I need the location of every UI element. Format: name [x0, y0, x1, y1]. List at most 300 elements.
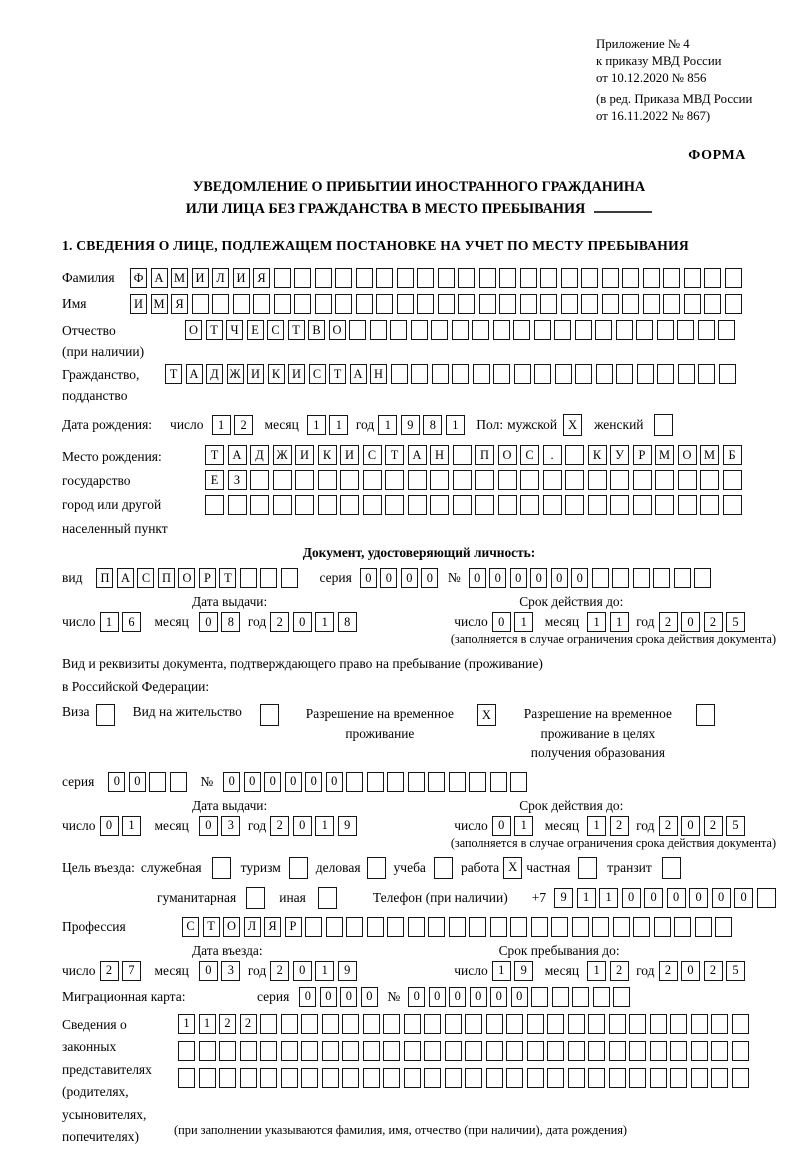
- birth-place-char-cell[interactable]: [655, 470, 674, 490]
- representatives-char-cell[interactable]: [465, 1014, 482, 1034]
- birth-place-char-cell[interactable]: Т: [385, 445, 404, 465]
- given-name-char-cell[interactable]: [643, 294, 660, 314]
- surname-char-cell[interactable]: [581, 268, 598, 288]
- residence-series-cell[interactable]: 0: [129, 772, 146, 792]
- given-name-char-cell[interactable]: [561, 294, 578, 314]
- birth-place-char-cell[interactable]: [543, 495, 562, 515]
- phone-digit-cell[interactable]: 0: [622, 888, 641, 908]
- surname-char-cell[interactable]: [294, 268, 311, 288]
- patronymic-char-cell[interactable]: [595, 320, 612, 340]
- profession-char-cell[interactable]: [633, 917, 650, 937]
- residence-number-cell[interactable]: [387, 772, 404, 792]
- patronymic-char-cell[interactable]: В: [308, 320, 325, 340]
- migration-series-cell[interactable]: 0: [340, 987, 357, 1007]
- doc-number-cell[interactable]: 0: [510, 568, 527, 588]
- doc-kind-char-cell[interactable]: С: [137, 568, 154, 588]
- surname-char-cell[interactable]: [335, 268, 352, 288]
- residence-number-cell[interactable]: 0: [305, 772, 322, 792]
- stay-year-cell[interactable]: 2: [659, 961, 678, 981]
- birth-place-char-cell[interactable]: У: [610, 445, 629, 465]
- birth-place-char-cell[interactable]: Б: [723, 445, 742, 465]
- patronymic-char-cell[interactable]: [431, 320, 448, 340]
- birth-place-char-cell[interactable]: [318, 495, 337, 515]
- representatives-char-cell[interactable]: [404, 1014, 421, 1034]
- doc-issue-month-cell[interactable]: 8: [221, 612, 240, 632]
- birth-place-char-cell[interactable]: К: [318, 445, 337, 465]
- representatives-char-cell[interactable]: [670, 1068, 687, 1088]
- birth-place-char-cell[interactable]: [273, 495, 292, 515]
- migration-series-cell[interactable]: 0: [299, 987, 316, 1007]
- representatives-char-cell[interactable]: [670, 1041, 687, 1061]
- birth-place-char-cell[interactable]: А: [228, 445, 247, 465]
- residence-issue-month-cell[interactable]: 0: [199, 816, 218, 836]
- representatives-char-cell[interactable]: [588, 1068, 605, 1088]
- birth-place-char-cell[interactable]: М: [700, 445, 719, 465]
- stay-year-cell[interactable]: 2: [704, 961, 723, 981]
- phone-digit-cell[interactable]: 0: [667, 888, 686, 908]
- patronymic-char-cell[interactable]: [698, 320, 715, 340]
- representatives-char-cell[interactable]: [547, 1068, 564, 1088]
- residence-series-cell[interactable]: 0: [108, 772, 125, 792]
- birth-place-char-cell[interactable]: [700, 470, 719, 490]
- surname-char-cell[interactable]: Л: [212, 268, 229, 288]
- birth-month-cell[interactable]: 1: [307, 415, 326, 435]
- surname-char-cell[interactable]: [725, 268, 742, 288]
- birth-place-char-cell[interactable]: Ж: [273, 445, 292, 465]
- representatives-char-cell[interactable]: [301, 1014, 318, 1034]
- migration-number-cell[interactable]: [572, 987, 589, 1007]
- doc-series-cell[interactable]: 0: [360, 568, 377, 588]
- stay-day-cell[interactable]: 1: [492, 961, 511, 981]
- visa-checkbox-cell[interactable]: [96, 704, 115, 726]
- profession-char-cell[interactable]: [346, 917, 363, 937]
- migration-number-cell[interactable]: [531, 987, 548, 1007]
- citizenship-char-cell[interactable]: И: [288, 364, 305, 384]
- doc-series-cell[interactable]: 0: [380, 568, 397, 588]
- residence-valid-month-cell[interactable]: 2: [610, 816, 629, 836]
- representatives-char-cell[interactable]: [650, 1068, 667, 1088]
- given-name-char-cell[interactable]: [602, 294, 619, 314]
- doc-valid-month-cell[interactable]: 1: [587, 612, 606, 632]
- surname-char-cell[interactable]: [315, 268, 332, 288]
- surname-char-cell[interactable]: [561, 268, 578, 288]
- birth-place-char-cell[interactable]: [498, 470, 517, 490]
- representatives-char-cell[interactable]: [732, 1014, 749, 1034]
- birth-place-char-cell[interactable]: [340, 470, 359, 490]
- birth-place-char-cell[interactable]: [498, 495, 517, 515]
- patronymic-char-cell[interactable]: Ч: [226, 320, 243, 340]
- surname-char-cell[interactable]: [499, 268, 516, 288]
- residence-valid-year-cell[interactable]: 2: [659, 816, 678, 836]
- given-name-char-cell[interactable]: М: [151, 294, 168, 314]
- birth-place-char-cell[interactable]: [228, 495, 247, 515]
- representatives-char-cell[interactable]: [732, 1068, 749, 1088]
- profession-char-cell[interactable]: [469, 917, 486, 937]
- representatives-char-cell[interactable]: [322, 1014, 339, 1034]
- given-name-char-cell[interactable]: [356, 294, 373, 314]
- given-name-char-cell[interactable]: [376, 294, 393, 314]
- birth-year-cell[interactable]: 9: [401, 415, 420, 435]
- representatives-char-cell[interactable]: [547, 1041, 564, 1061]
- doc-kind-char-cell[interactable]: [240, 568, 257, 588]
- doc-valid-day-cell[interactable]: 0: [492, 612, 511, 632]
- surname-char-cell[interactable]: [438, 268, 455, 288]
- doc-issue-year-cell[interactable]: 8: [338, 612, 357, 632]
- birth-place-char-cell[interactable]: [678, 470, 697, 490]
- profession-char-cell[interactable]: [654, 917, 671, 937]
- representatives-char-cell[interactable]: [711, 1068, 728, 1088]
- representatives-char-cell[interactable]: [465, 1068, 482, 1088]
- patronymic-char-cell[interactable]: [349, 320, 366, 340]
- representatives-char-cell[interactable]: 2: [219, 1014, 236, 1034]
- representatives-char-cell[interactable]: [568, 1041, 585, 1061]
- doc-valid-year-cell[interactable]: 2: [704, 612, 723, 632]
- representatives-char-cell[interactable]: [199, 1068, 216, 1088]
- birth-place-char-cell[interactable]: М: [655, 445, 674, 465]
- doc-issue-month-cell[interactable]: 0: [199, 612, 218, 632]
- given-name-char-cell[interactable]: [274, 294, 291, 314]
- doc-kind-char-cell[interactable]: П: [96, 568, 113, 588]
- patronymic-char-cell[interactable]: [616, 320, 633, 340]
- phone-digit-cell[interactable]: 0: [689, 888, 708, 908]
- residence-series-cell[interactable]: [149, 772, 166, 792]
- representatives-char-cell[interactable]: [240, 1068, 257, 1088]
- representatives-char-cell[interactable]: [465, 1041, 482, 1061]
- representatives-char-cell[interactable]: [670, 1014, 687, 1034]
- representatives-char-cell[interactable]: [424, 1068, 441, 1088]
- entry-year-cell[interactable]: 1: [315, 961, 334, 981]
- profession-char-cell[interactable]: [326, 917, 343, 937]
- birth-place-char-cell[interactable]: [363, 470, 382, 490]
- citizenship-char-cell[interactable]: А: [350, 364, 367, 384]
- representatives-char-cell[interactable]: [281, 1068, 298, 1088]
- sex-female-checkbox-cell[interactable]: [654, 414, 673, 436]
- doc-number-cell[interactable]: [612, 568, 629, 588]
- birth-place-char-cell[interactable]: [565, 445, 584, 465]
- citizenship-char-cell[interactable]: Ж: [227, 364, 244, 384]
- representatives-char-cell[interactable]: [732, 1041, 749, 1061]
- surname-char-cell[interactable]: [274, 268, 291, 288]
- birth-place-char-cell[interactable]: [723, 495, 742, 515]
- birth-month-cell[interactable]: 1: [329, 415, 348, 435]
- purpose-work-checkbox-cell[interactable]: X: [503, 857, 522, 879]
- birth-place-char-cell[interactable]: [205, 495, 224, 515]
- representatives-char-cell[interactable]: [445, 1041, 462, 1061]
- residence-valid-day-cell[interactable]: 0: [492, 816, 511, 836]
- given-name-char-cell[interactable]: [294, 294, 311, 314]
- migration-number-cell[interactable]: 0: [490, 987, 507, 1007]
- representatives-char-cell[interactable]: [281, 1014, 298, 1034]
- birth-place-char-cell[interactable]: [565, 495, 584, 515]
- given-name-char-cell[interactable]: [458, 294, 475, 314]
- representatives-char-cell[interactable]: [609, 1041, 626, 1061]
- citizenship-char-cell[interactable]: [698, 364, 715, 384]
- doc-number-cell[interactable]: 0: [571, 568, 588, 588]
- profession-char-cell[interactable]: [428, 917, 445, 937]
- entry-year-cell[interactable]: 9: [338, 961, 357, 981]
- representatives-char-cell[interactable]: [363, 1014, 380, 1034]
- surname-char-cell[interactable]: А: [151, 268, 168, 288]
- doc-issue-year-cell[interactable]: 1: [315, 612, 334, 632]
- representatives-char-cell[interactable]: [486, 1068, 503, 1088]
- birth-place-char-cell[interactable]: [565, 470, 584, 490]
- representatives-char-cell[interactable]: [240, 1041, 257, 1061]
- citizenship-char-cell[interactable]: Т: [329, 364, 346, 384]
- given-name-char-cell[interactable]: Я: [171, 294, 188, 314]
- given-name-char-cell[interactable]: [684, 294, 701, 314]
- birth-place-char-cell[interactable]: [453, 445, 472, 465]
- representatives-char-cell[interactable]: [322, 1041, 339, 1061]
- profession-char-cell[interactable]: [490, 917, 507, 937]
- patronymic-char-cell[interactable]: [493, 320, 510, 340]
- profession-char-cell[interactable]: [572, 917, 589, 937]
- profession-char-cell[interactable]: [531, 917, 548, 937]
- representatives-char-cell[interactable]: [281, 1041, 298, 1061]
- profession-char-cell[interactable]: [592, 917, 609, 937]
- citizenship-char-cell[interactable]: К: [268, 364, 285, 384]
- representatives-char-cell[interactable]: [650, 1014, 667, 1034]
- doc-number-cell[interactable]: [694, 568, 711, 588]
- given-name-char-cell[interactable]: [499, 294, 516, 314]
- citizenship-char-cell[interactable]: [678, 364, 695, 384]
- surname-char-cell[interactable]: [684, 268, 701, 288]
- purpose-other-checkbox-cell[interactable]: [318, 887, 337, 909]
- residence-number-cell[interactable]: [510, 772, 527, 792]
- representatives-char-cell[interactable]: [178, 1068, 195, 1088]
- representatives-char-cell[interactable]: [691, 1068, 708, 1088]
- birth-place-char-cell[interactable]: [633, 470, 652, 490]
- residence-number-cell[interactable]: [408, 772, 425, 792]
- birth-place-char-cell[interactable]: [610, 470, 629, 490]
- birth-place-char-cell[interactable]: [520, 495, 539, 515]
- birth-place-char-cell[interactable]: [610, 495, 629, 515]
- purpose-study-checkbox-cell[interactable]: [434, 857, 453, 879]
- given-name-char-cell[interactable]: [479, 294, 496, 314]
- doc-valid-month-cell[interactable]: 1: [610, 612, 629, 632]
- surname-char-cell[interactable]: [643, 268, 660, 288]
- birth-day-cell[interactable]: 1: [212, 415, 231, 435]
- given-name-char-cell[interactable]: [581, 294, 598, 314]
- representatives-char-cell[interactable]: [629, 1041, 646, 1061]
- representatives-char-cell[interactable]: [588, 1041, 605, 1061]
- representatives-char-cell[interactable]: [404, 1068, 421, 1088]
- surname-char-cell[interactable]: [376, 268, 393, 288]
- birth-year-cell[interactable]: 1: [446, 415, 465, 435]
- surname-char-cell[interactable]: [458, 268, 475, 288]
- residence-number-cell[interactable]: [367, 772, 384, 792]
- residence-number-cell[interactable]: 0: [223, 772, 240, 792]
- given-name-char-cell[interactable]: [212, 294, 229, 314]
- representatives-char-cell[interactable]: [178, 1041, 195, 1061]
- migration-number-cell[interactable]: 0: [408, 987, 425, 1007]
- citizenship-char-cell[interactable]: [596, 364, 613, 384]
- residence-permit-checkbox-cell[interactable]: [260, 704, 279, 726]
- patronymic-char-cell[interactable]: О: [185, 320, 202, 340]
- citizenship-char-cell[interactable]: С: [309, 364, 326, 384]
- surname-char-cell[interactable]: М: [171, 268, 188, 288]
- sex-male-checkbox-cell[interactable]: X: [563, 414, 582, 436]
- residence-number-cell[interactable]: [490, 772, 507, 792]
- representatives-char-cell[interactable]: [383, 1041, 400, 1061]
- birth-place-char-cell[interactable]: [588, 470, 607, 490]
- birth-place-char-cell[interactable]: З: [228, 470, 247, 490]
- migration-series-cell[interactable]: 0: [361, 987, 378, 1007]
- representatives-char-cell[interactable]: [506, 1068, 523, 1088]
- surname-char-cell[interactable]: [704, 268, 721, 288]
- representatives-char-cell[interactable]: 1: [178, 1014, 195, 1034]
- patronymic-char-cell[interactable]: [718, 320, 735, 340]
- doc-number-cell[interactable]: [592, 568, 609, 588]
- migration-number-cell[interactable]: 0: [511, 987, 528, 1007]
- patronymic-char-cell[interactable]: [636, 320, 653, 340]
- citizenship-char-cell[interactable]: Т: [165, 364, 182, 384]
- entry-month-cell[interactable]: 0: [199, 961, 218, 981]
- surname-char-cell[interactable]: [356, 268, 373, 288]
- patronymic-char-cell[interactable]: С: [267, 320, 284, 340]
- profession-char-cell[interactable]: [449, 917, 466, 937]
- entry-day-cell[interactable]: 2: [100, 961, 119, 981]
- doc-series-cell[interactable]: 0: [401, 568, 418, 588]
- birth-place-char-cell[interactable]: [700, 495, 719, 515]
- representatives-char-cell[interactable]: [609, 1068, 626, 1088]
- migration-number-cell[interactable]: [593, 987, 610, 1007]
- phone-digit-cell[interactable]: 9: [554, 888, 573, 908]
- residence-number-cell[interactable]: 0: [264, 772, 281, 792]
- given-name-char-cell[interactable]: [704, 294, 721, 314]
- representatives-char-cell[interactable]: [506, 1041, 523, 1061]
- title-blank-underline[interactable]: [594, 199, 652, 213]
- patronymic-char-cell[interactable]: О: [329, 320, 346, 340]
- doc-number-cell[interactable]: [633, 568, 650, 588]
- representatives-char-cell[interactable]: [322, 1068, 339, 1088]
- doc-number-cell[interactable]: 0: [489, 568, 506, 588]
- birth-place-char-cell[interactable]: С: [363, 445, 382, 465]
- residence-valid-month-cell[interactable]: 1: [587, 816, 606, 836]
- surname-char-cell[interactable]: Ф: [130, 268, 147, 288]
- birth-place-char-cell[interactable]: [385, 470, 404, 490]
- residence-issue-day-cell[interactable]: 1: [122, 816, 141, 836]
- representatives-char-cell[interactable]: [363, 1041, 380, 1061]
- representatives-char-cell[interactable]: [691, 1041, 708, 1061]
- representatives-char-cell[interactable]: [486, 1041, 503, 1061]
- representatives-char-cell[interactable]: [219, 1068, 236, 1088]
- representatives-char-cell[interactable]: [588, 1014, 605, 1034]
- profession-char-cell[interactable]: Р: [285, 917, 302, 937]
- patronymic-char-cell[interactable]: [657, 320, 674, 340]
- birth-place-char-cell[interactable]: [655, 495, 674, 515]
- representatives-char-cell[interactable]: [609, 1014, 626, 1034]
- stay-month-cell[interactable]: 1: [587, 961, 606, 981]
- citizenship-char-cell[interactable]: [514, 364, 531, 384]
- patronymic-char-cell[interactable]: [411, 320, 428, 340]
- doc-number-cell[interactable]: 0: [469, 568, 486, 588]
- given-name-char-cell[interactable]: [540, 294, 557, 314]
- birth-place-char-cell[interactable]: П: [475, 445, 494, 465]
- birth-place-char-cell[interactable]: [430, 495, 449, 515]
- representatives-char-cell[interactable]: [629, 1014, 646, 1034]
- representatives-char-cell[interactable]: [650, 1041, 667, 1061]
- residence-number-cell[interactable]: [428, 772, 445, 792]
- purpose-private-checkbox-cell[interactable]: [578, 857, 597, 879]
- profession-char-cell[interactable]: [674, 917, 691, 937]
- birth-place-char-cell[interactable]: [363, 495, 382, 515]
- birth-place-char-cell[interactable]: [408, 470, 427, 490]
- surname-char-cell[interactable]: И: [192, 268, 209, 288]
- representatives-char-cell[interactable]: [527, 1014, 544, 1034]
- migration-number-cell[interactable]: 0: [470, 987, 487, 1007]
- residence-number-cell[interactable]: [346, 772, 363, 792]
- representatives-char-cell[interactable]: [342, 1041, 359, 1061]
- profession-char-cell[interactable]: [715, 917, 732, 937]
- birth-place-char-cell[interactable]: [295, 470, 314, 490]
- representatives-char-cell[interactable]: [260, 1041, 277, 1061]
- residence-number-cell[interactable]: 0: [285, 772, 302, 792]
- representatives-char-cell[interactable]: [711, 1014, 728, 1034]
- migration-number-cell[interactable]: 0: [449, 987, 466, 1007]
- birth-place-char-cell[interactable]: Н: [430, 445, 449, 465]
- birth-place-char-cell[interactable]: Е: [205, 470, 224, 490]
- doc-issue-year-cell[interactable]: 0: [293, 612, 312, 632]
- given-name-char-cell[interactable]: [622, 294, 639, 314]
- given-name-char-cell[interactable]: [520, 294, 537, 314]
- patronymic-char-cell[interactable]: [554, 320, 571, 340]
- phone-digit-cell[interactable]: 0: [644, 888, 663, 908]
- surname-char-cell[interactable]: [417, 268, 434, 288]
- residence-series-cell[interactable]: [170, 772, 187, 792]
- birth-day-cell[interactable]: 2: [234, 415, 253, 435]
- representatives-char-cell[interactable]: [260, 1068, 277, 1088]
- representatives-char-cell[interactable]: [219, 1041, 236, 1061]
- residence-number-cell[interactable]: [469, 772, 486, 792]
- birth-place-char-cell[interactable]: [318, 470, 337, 490]
- doc-valid-year-cell[interactable]: 0: [681, 612, 700, 632]
- citizenship-char-cell[interactable]: [719, 364, 736, 384]
- doc-issue-day-cell[interactable]: 6: [122, 612, 141, 632]
- birth-place-char-cell[interactable]: [520, 470, 539, 490]
- given-name-char-cell[interactable]: [397, 294, 414, 314]
- representatives-char-cell[interactable]: [383, 1014, 400, 1034]
- birth-place-char-cell[interactable]: С: [520, 445, 539, 465]
- given-name-char-cell[interactable]: [335, 294, 352, 314]
- profession-char-cell[interactable]: [551, 917, 568, 937]
- surname-char-cell[interactable]: [520, 268, 537, 288]
- birth-place-char-cell[interactable]: [430, 470, 449, 490]
- representatives-char-cell[interactable]: [301, 1068, 318, 1088]
- birth-place-char-cell[interactable]: Д: [250, 445, 269, 465]
- profession-char-cell[interactable]: [305, 917, 322, 937]
- representatives-char-cell[interactable]: [711, 1041, 728, 1061]
- stay-year-cell[interactable]: 0: [681, 961, 700, 981]
- representatives-char-cell[interactable]: [547, 1014, 564, 1034]
- doc-kind-char-cell[interactable]: П: [158, 568, 175, 588]
- citizenship-char-cell[interactable]: [493, 364, 510, 384]
- representatives-char-cell[interactable]: [568, 1068, 585, 1088]
- patronymic-char-cell[interactable]: Е: [247, 320, 264, 340]
- representatives-char-cell[interactable]: [424, 1014, 441, 1034]
- purpose-humanitarian-checkbox-cell[interactable]: [246, 887, 265, 909]
- birth-year-cell[interactable]: 8: [423, 415, 442, 435]
- representatives-char-cell[interactable]: [342, 1068, 359, 1088]
- given-name-char-cell[interactable]: [663, 294, 680, 314]
- given-name-char-cell[interactable]: [315, 294, 332, 314]
- residence-issue-year-cell[interactable]: 0: [293, 816, 312, 836]
- representatives-char-cell[interactable]: [527, 1068, 544, 1088]
- birth-place-char-cell[interactable]: О: [498, 445, 517, 465]
- entry-month-cell[interactable]: 3: [221, 961, 240, 981]
- patronymic-char-cell[interactable]: [370, 320, 387, 340]
- stay-day-cell[interactable]: 9: [514, 961, 533, 981]
- representatives-char-cell[interactable]: [629, 1068, 646, 1088]
